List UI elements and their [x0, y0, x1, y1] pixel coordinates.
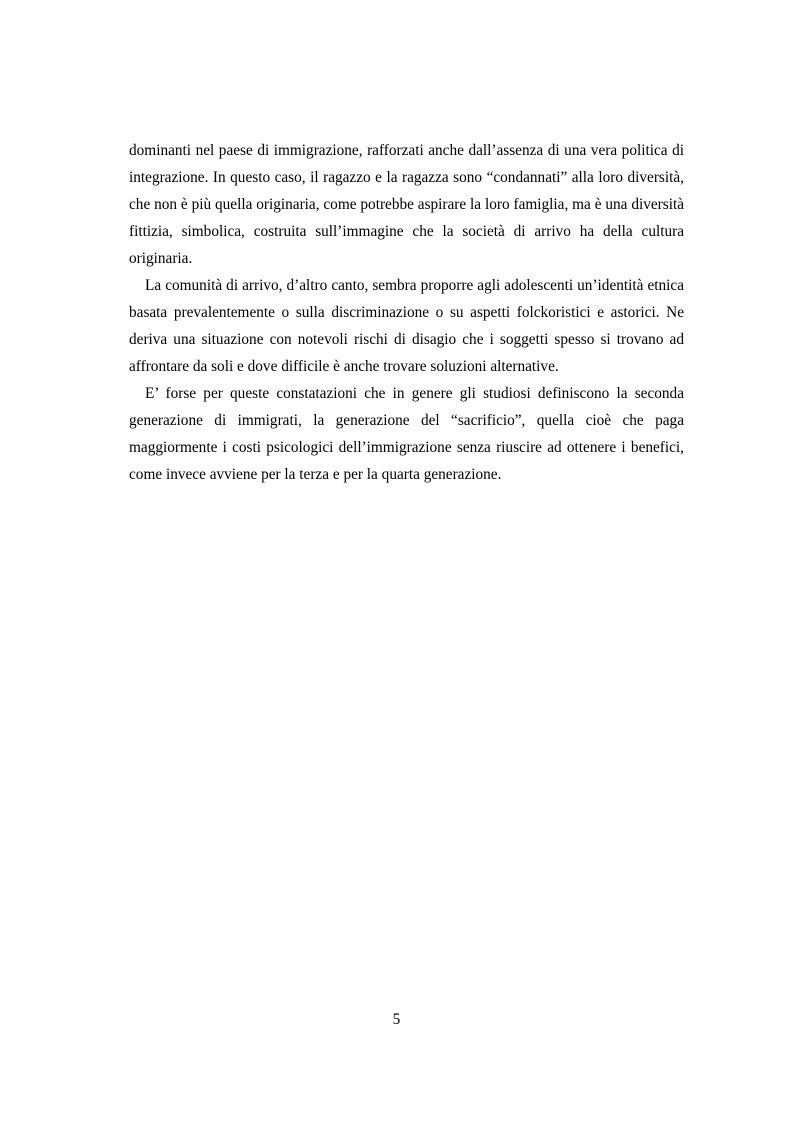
paragraph: E’ forse per queste constatazioni che in genere gli studiosi definiscono la seconda generazione di immigrati, la generazione del “sacrificio”, quella cioè che paga maggiormente i costi psicologici dell’immigrazione senza riuscire ad ottenere i benefici, come invece avviene per la terza e per la quarta generazione.: [129, 385, 684, 483]
paragraph-continued: dominanti nel paese di immigrazione, rafforzati anche dall’assenza di una vera politica di integrazione. In questo caso, il ragazzo e la ragazza sono “condannati” alla loro diversità, che non è più quella originaria, come potrebbe aspirare la loro famiglia, ma è una diversità fittizia, simbolica, costruita sull’immagine che la società di arrivo ha della cultura originaria.: [129, 142, 684, 267]
paragraph: La comunità di arrivo, d’altro canto, sembra proporre agli adolescenti un’identità etnica basata prevalentemente o sulla discriminazione o su aspetti folckoristici e astorici. Ne deriva una situazione con notevoli rischi di disagio che i soggetti spesso si trovano ad affrontare da soli e dove difficile è anche trovare soluzioni alternative.: [129, 277, 684, 375]
page-number: 5: [392, 1011, 401, 1028]
body-text: [129, 137, 684, 488]
